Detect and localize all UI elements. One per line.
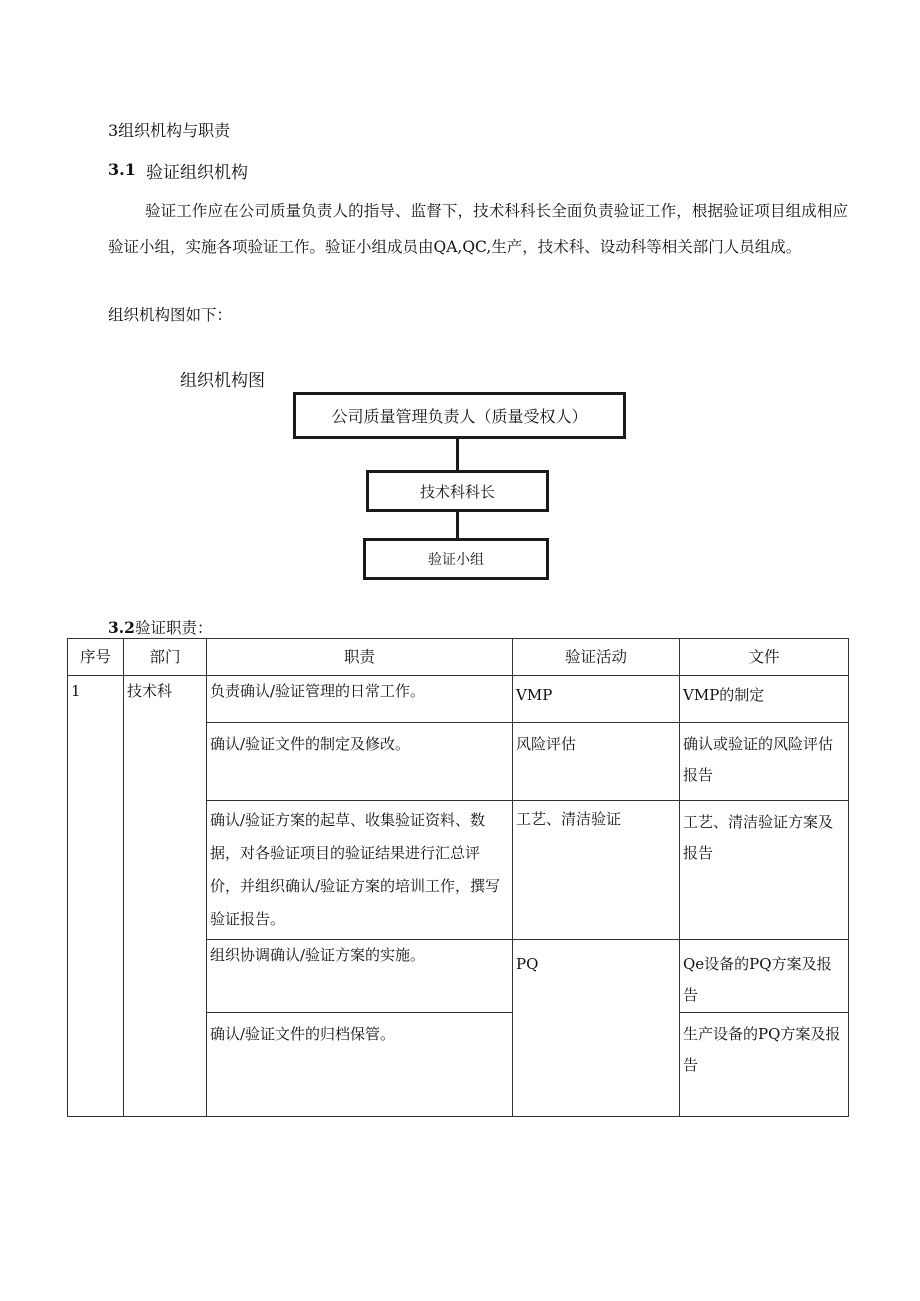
cell-seq: 1 bbox=[68, 676, 124, 1117]
cell-dept: 技术科 bbox=[124, 676, 207, 1117]
org-chart-title: 组织机构图 bbox=[180, 371, 265, 391]
cell-activity-1: VMP bbox=[513, 676, 680, 723]
header-activity: 验证活动 bbox=[513, 639, 680, 676]
cell-duty-2: 确认/验证文件的制定及修改。 bbox=[207, 723, 513, 801]
cell-activity-3: 工艺、清洁验证 bbox=[513, 801, 680, 940]
header-seq: 序号 bbox=[68, 639, 124, 676]
cell-file-3: 工艺、清洁验证方案及报告 bbox=[680, 801, 849, 940]
cell-file-4: Qe设备的PQ方案及报告 bbox=[680, 940, 849, 1013]
cell-activity-2: 风险评估 bbox=[513, 723, 680, 801]
subsection-number: 3.1 bbox=[108, 160, 136, 179]
org-box-quality-head: 公司质量管理负责人（质量受权人） bbox=[293, 392, 626, 439]
org-intro-text: 组织机构图如下： bbox=[108, 306, 233, 324]
header-file: 文件 bbox=[680, 639, 849, 676]
cell-file-5: 生产设备的PQ方案及报告 bbox=[680, 1013, 849, 1117]
table-header-row bbox=[68, 639, 849, 676]
cell-file-1: VMP的制定 bbox=[680, 676, 849, 723]
section-title: 3组织机构与职责 bbox=[108, 121, 231, 140]
subsection-title: 验证组织机构 bbox=[146, 163, 248, 183]
table-caption-text: 验证职责： bbox=[134, 619, 213, 637]
cell-duty-3: 确认/验证方案的起草、收集验证资料、数据，对各验证项目的验证结果进行汇总评价，并组织确认/验证方案的培训工作，撰写验证报告。 bbox=[207, 801, 513, 940]
header-dept: 部门 bbox=[124, 639, 207, 676]
org-connector-2 bbox=[456, 512, 459, 538]
table-caption bbox=[108, 616, 212, 638]
org-box-tech-chief: 技术科科长 bbox=[366, 470, 549, 512]
cell-activity-4: PQ bbox=[513, 940, 680, 1117]
table-caption-number: 3.2 bbox=[108, 618, 135, 637]
cell-duty-5: 确认/验证文件的归档保管。 bbox=[207, 1013, 513, 1117]
cell-duty-1: 负责确认/验证管理的日常工作。 bbox=[207, 676, 513, 723]
header-duty: 职责 bbox=[207, 639, 513, 676]
cell-duty-4: 组织协调确认/验证方案的实施。 bbox=[207, 940, 513, 1013]
cell-file-2: 确认或验证的风险评估报告 bbox=[680, 723, 849, 801]
duties-table bbox=[67, 638, 849, 1117]
table-row bbox=[68, 676, 849, 723]
body-paragraph: 验证工作应在公司质量负责人的指导、监督下，技术科科长全面负责验证工作，根据验证项目组成相应验证小组，实施各项验证工作。验证小组成员由QA,QC,生产，技术科、设动科等相关部门人员组成。 bbox=[108, 202, 848, 256]
org-box-validation-team: 验证小组 bbox=[363, 538, 549, 580]
org-connector-1 bbox=[456, 439, 459, 470]
